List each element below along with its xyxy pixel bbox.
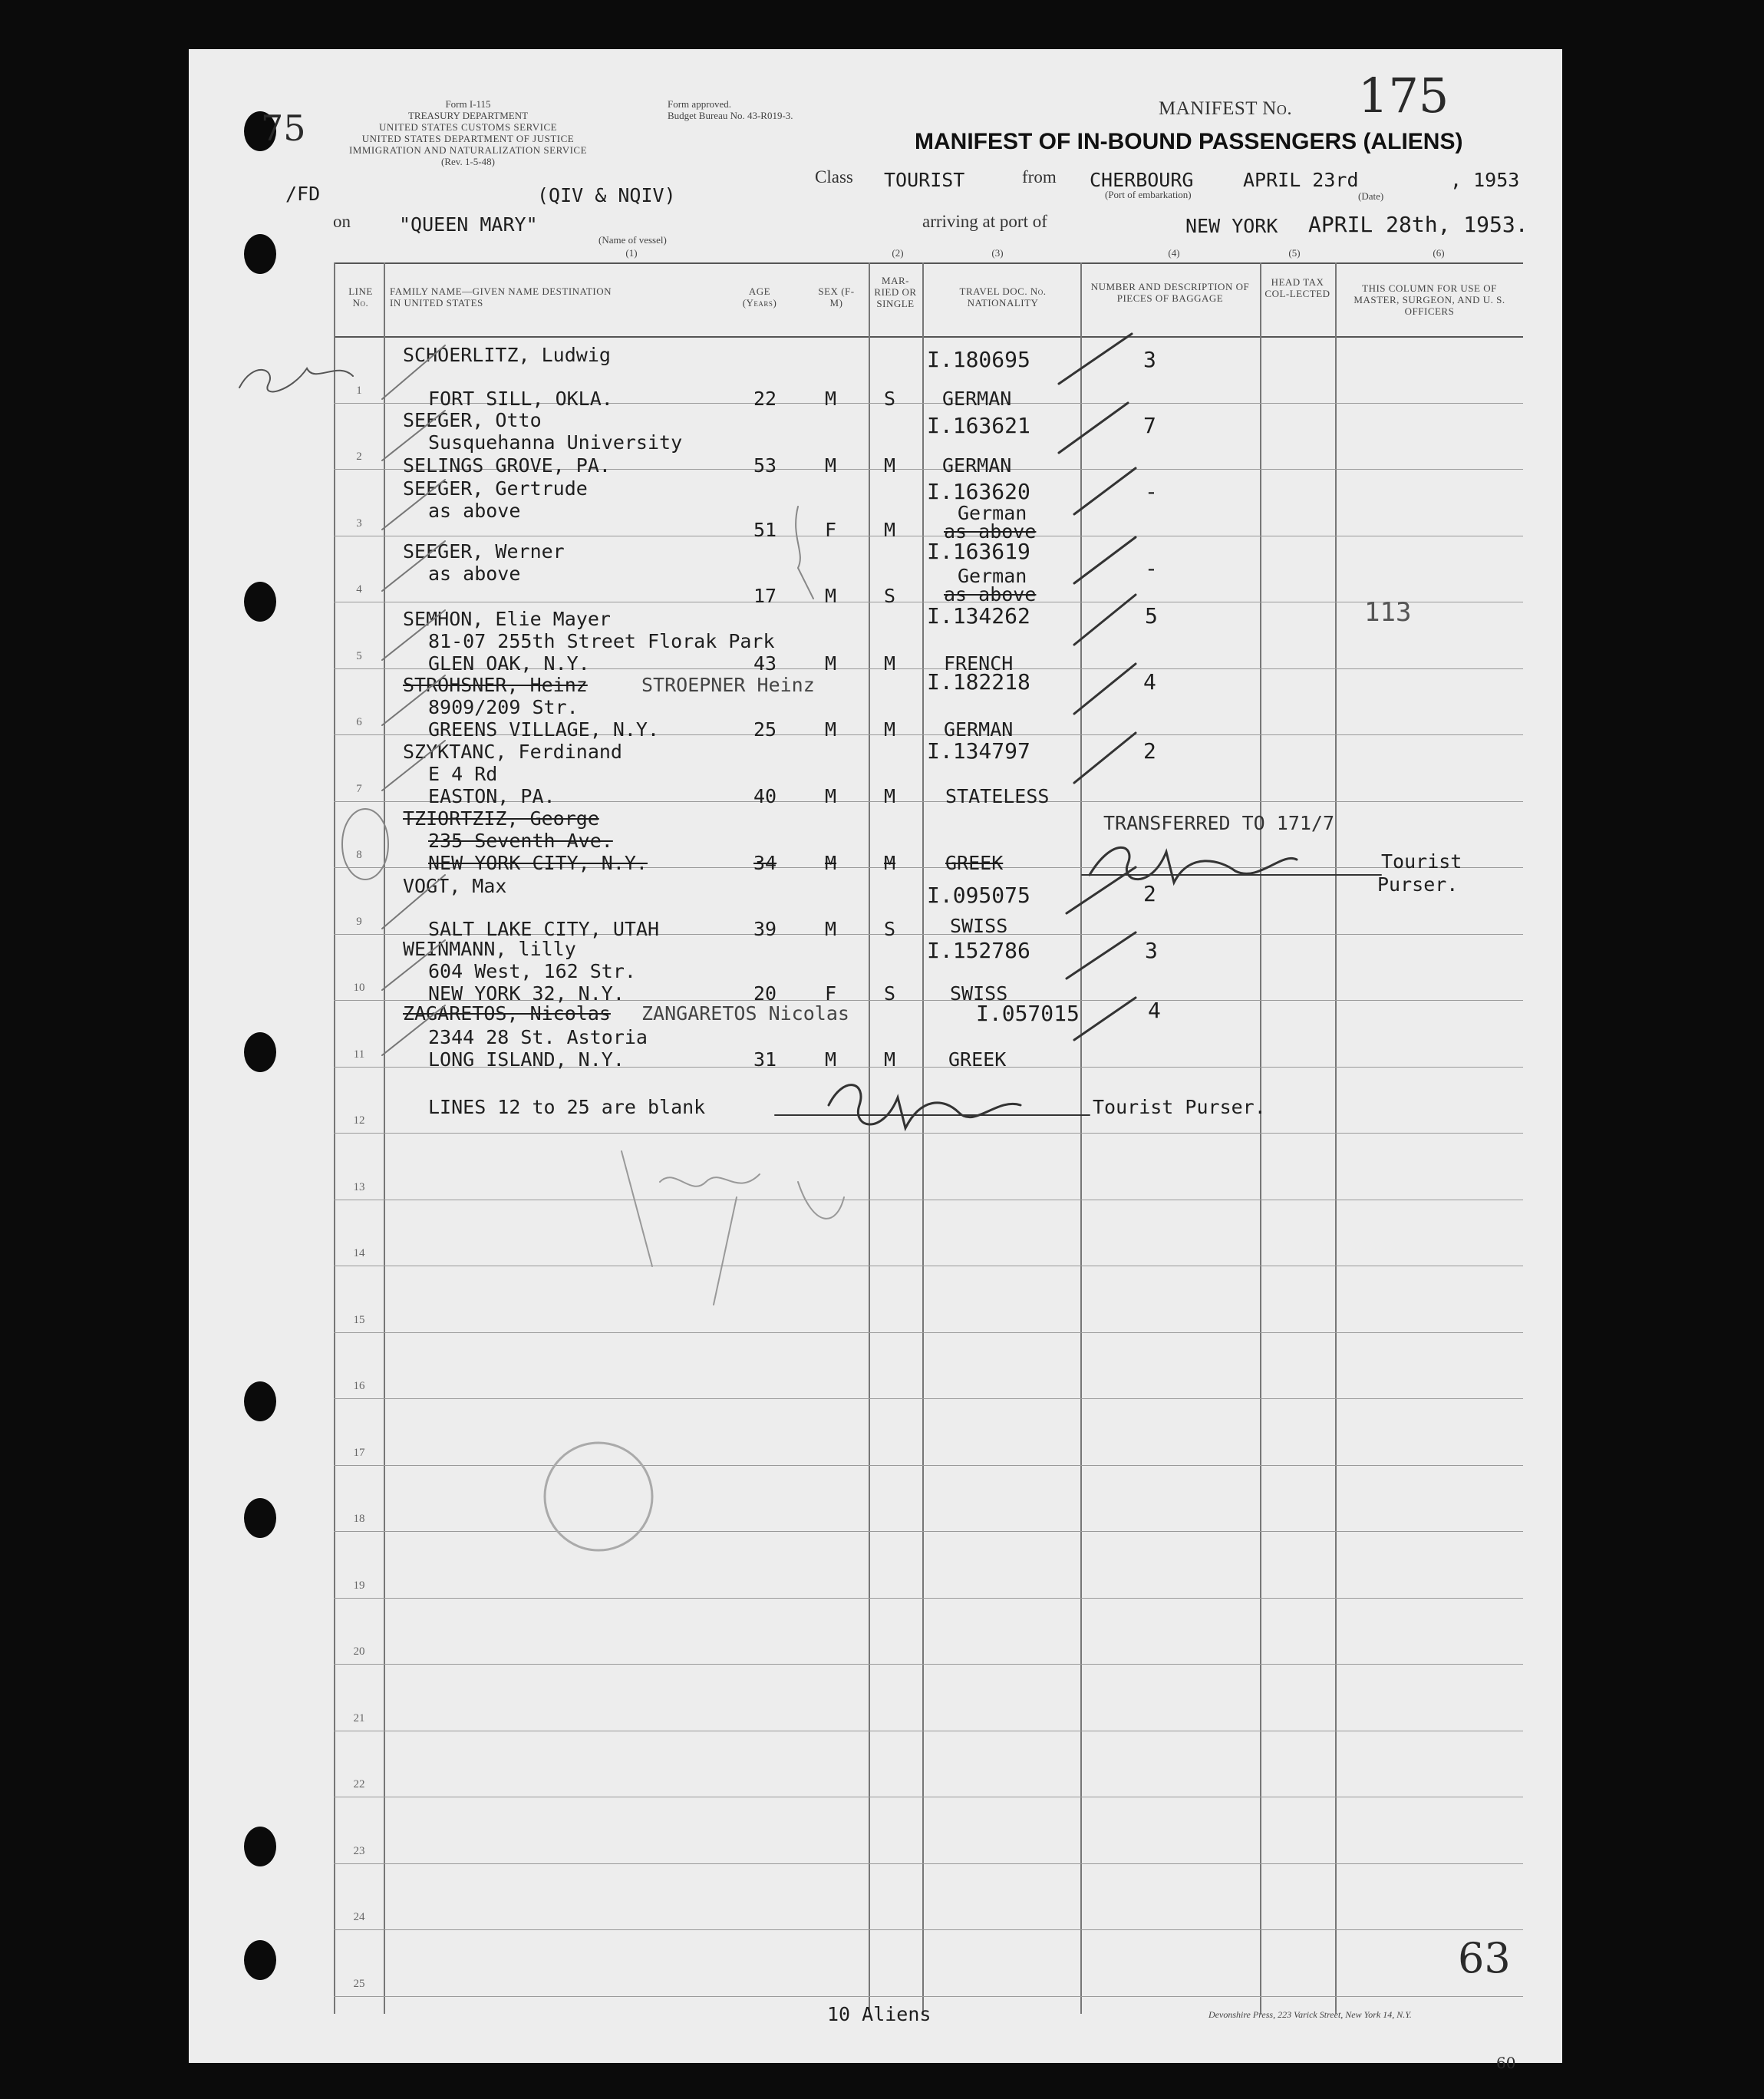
entry-destination-line: 81-07 255th Street Florak Park [428,630,775,652]
entry-marital: S [884,982,896,1005]
line-number: 1 [356,384,362,397]
col-header-officers: THIS COLUMN FOR USE OF MASTER, SURGEON, AND U. S. OFFICERS [1353,282,1505,317]
ins-service: IMMIGRATION AND NATURALIZATION SERVICE [348,144,588,156]
arriving-label: arriving at port of [922,212,1047,231]
entry-baggage: 3 [1143,347,1156,372]
entry-nationality: SWISS [950,982,1008,1005]
arrival-date: APRIL 28th, 1953. [1308,212,1528,237]
check-mark [1074,537,1136,583]
printer-imprint: Devonshire Press, 223 Varick Street, New York 14, N.Y. [1208,2009,1412,2020]
pencil-slash [382,345,445,399]
entry-nationality: GERMAN [942,454,1012,477]
entry-baggage: 5 [1145,603,1158,629]
entry-marital: S [884,585,896,607]
pencil-scribble [714,1182,844,1305]
entry-nationality: GERMAN [942,388,1012,410]
entry-travel-doc: I.095075 [927,883,1030,908]
line-number: 8 [356,849,362,861]
pencil-slash [382,741,445,790]
line-number: 18 [353,1513,365,1525]
pencil-circle [342,809,388,880]
manifest-title: MANIFEST OF IN-BOUND PASSENGERS (ALIENS) [915,129,1463,154]
entry-age: 25 [753,718,777,741]
line-number: 11 [353,1048,365,1061]
entry-sex: M [825,388,837,410]
line-number: 22 [353,1778,365,1790]
entry-nationality-struck: GREEK [945,852,1004,874]
line-number: 15 [353,1314,365,1326]
entry-travel-doc: I.182218 [927,669,1030,695]
entry-destination: EASTON, PA. [428,785,556,807]
entry-destination-line: as above [428,500,521,522]
entry-travel-doc: I.163621 [927,413,1030,438]
entry-nationality: STATELESS [945,785,1050,807]
col-header-head-tax: HEAD TAX COL-LECTED [1264,276,1330,299]
entry-destination-line: E 4 Rd [428,763,498,785]
entry-age-struck: 34 [753,852,777,874]
port-of-embarkation: CHERBOURG [1090,169,1194,191]
entry-destination-struck: NEW YORK CITY, N.Y. [428,852,648,874]
col-num: (3) [991,247,1004,259]
line-number: 25 [353,1978,365,1990]
entry-nationality-struck: as above [944,583,1037,606]
col-num: (1) [625,247,638,259]
entry-destination-line: 2344 28 St. Astoria [428,1026,648,1048]
entry-age: 40 [753,785,777,807]
line-number: 16 [353,1380,365,1392]
entry-destination: GREENS VILLAGE, N.Y. [428,718,660,741]
line-number: 14 [353,1247,365,1259]
arrival-port: NEW YORK [1185,215,1278,237]
form-approved: Form approved. [668,98,732,110]
entry-destination: SELINGS GROVE, PA. [403,454,611,477]
budget-bureau: Budget Bureau No. 43-R019-3. [668,110,793,121]
entry-marital: M [884,519,896,541]
purser-title: Tourist [1381,850,1462,873]
entry-sex: M [825,1048,837,1071]
on-label: on [333,212,351,231]
entry-baggage: - [1145,479,1158,504]
margin-scribble [239,368,353,391]
entry-baggage: 2 [1143,881,1156,906]
entry-travel-doc: I.180695 [927,347,1030,372]
entry-sex: M [825,652,837,675]
entry-baggage: 4 [1143,669,1156,695]
entry-marital: M [884,652,896,675]
vessel-name: "QUEEN MARY" [399,213,538,236]
pencil-slash [382,411,445,460]
date-caption: (Date) [1358,190,1384,202]
entry-destination: SALT LAKE CITY, UTAH [428,918,660,940]
line-number: 9 [356,916,362,928]
entry-nationality: GERMAN [944,718,1014,741]
entry-destination-line: 8909/209 Str. [428,696,579,718]
manifest-number: 175 [1358,68,1449,124]
customs-service: UNITED STATES CUSTOMS SERVICE [378,121,558,133]
pencil-slash [382,480,445,530]
entry-nationality: GREEK [948,1048,1007,1071]
entry-name: WEINMANN, lilly [403,938,576,960]
embarkation-date: APRIL 23rd [1243,169,1359,191]
check-mark [1074,733,1136,783]
entry-age: 31 [753,1048,777,1071]
col-num: (5) [1288,247,1301,259]
entry-travel-doc: I.152786 [927,938,1030,963]
entry-sex: F [825,982,837,1005]
from-label: from [1022,167,1057,186]
visa-class: (QIV & NQIV) [537,184,676,206]
col-header-name: FAMILY NAME—GIVEN NAME DESTINATION IN UNITED STATES [390,285,612,309]
entry-name: SZYKTANC, Ferdinand [403,741,622,763]
entry-age: 43 [753,652,777,675]
entry-marital: M [884,454,896,477]
pencil-slash [382,675,445,725]
manifest-no-label: MANIFEST No. [1159,98,1293,119]
entry-age: 39 [753,918,777,940]
fd-code: /FD [285,183,321,205]
line-number: 20 [353,1645,365,1658]
line-number: 13 [353,1181,365,1193]
entry-nationality: SWISS [950,915,1008,937]
entry-destination: FORT SILL, OKLA. [428,388,613,410]
entry-name: SEMHON, Elie Mayer [403,608,611,630]
treasury-dept: TREASURY DEPARTMENT [407,110,529,121]
col-num: (2) [892,247,904,259]
entry-age: 53 [753,454,777,477]
entry-travel-doc: I.057015 [976,1001,1080,1026]
line-number: 21 [353,1712,365,1724]
form-number: Form I-115 [445,98,491,110]
line-number: 19 [353,1579,365,1592]
entry-sex: M [825,585,837,607]
check-mark [1074,468,1136,514]
entry-nationality: German [958,502,1027,524]
entry-destination-struck: 235 Seventh Ave. [428,830,613,852]
entry-sex: M [825,454,837,477]
revision: (Rev. 1-5-48) [441,156,495,167]
col-header-travel-doc: TRAVEL DOC. No. NATIONALITY [959,285,1047,309]
entry-marital: S [884,918,896,940]
pencil-slash [382,541,445,591]
check-mark [1074,664,1136,714]
entry-sex-struck: M [825,852,837,874]
entry-nationality: German [958,565,1027,587]
line-number: 24 [353,1911,365,1923]
check-mark [1067,932,1136,979]
entry-nationality: FRENCH [944,652,1014,675]
line-number: 17 [353,1447,365,1459]
entry-name: SEEGER, Otto [403,409,542,431]
port-embarkation-caption: (Port of embarkation) [1105,189,1192,200]
entry-marital: S [884,388,896,410]
entry-marital: M [884,1048,896,1071]
entry-baggage: 2 [1143,738,1156,764]
purser-title: Purser. [1377,873,1459,896]
entry-travel-doc: I.163620 [927,479,1030,504]
pencil-slash [382,875,445,929]
col-num: (4) [1168,247,1180,259]
entry-baggage: 4 [1148,998,1161,1023]
transfer-note: TRANSFERRED TO 171/7 [1103,812,1335,834]
vessel-caption: (Name of vessel) [598,234,667,246]
blank-lines-note: LINES 12 to 25 are blank [428,1096,706,1118]
purser-title: Tourist Purser. [1093,1096,1266,1118]
entry-name-struck: TZIORTZIZ, George [403,807,599,830]
arrival-stamp [545,1443,652,1550]
check-mark [1074,998,1136,1040]
line-number: 7 [356,783,362,795]
check-mark [1059,334,1132,384]
entry-sex: M [825,718,837,741]
pencil-scribble [796,507,813,599]
entry-sex: F [825,519,837,541]
pencil-slash [382,940,445,990]
line-number: 23 [353,1845,365,1857]
entry-destination: LONG ISLAND, N.Y. [428,1048,625,1071]
line-number: 4 [356,583,362,596]
entry-name-correction: ZANGARETOS Nicolas [641,1002,849,1025]
entry-name: SCHOERLITZ, Ludwig [403,344,611,366]
entry-destination-line: as above [428,563,521,585]
page-number-alt: 60 [1496,2054,1516,2072]
entry-marital: M [884,785,896,807]
entry-baggage: - [1145,556,1158,581]
entry-nationality-struck: as above [944,520,1037,543]
entry-destination-line: Susquehanna University [428,431,683,454]
entry-travel-doc: I.163619 [927,539,1030,564]
handwritten-number-top-left: 75 [261,107,306,149]
entry-age: 22 [753,388,777,410]
entry-sex: M [825,918,837,940]
entry-name: SEEGER, Werner [403,540,565,563]
entry-age: 51 [753,519,777,541]
entry-name: SEEGER, Gertrude [403,477,588,500]
check-mark [1059,403,1128,453]
entry-name-struck: ZAGARETOS, Nicolas [403,1002,611,1025]
page-number: 63 [1458,1934,1511,1982]
purser-signature [829,1085,1020,1128]
entry-marital: M [884,718,896,741]
line-number: 12 [353,1114,365,1127]
class-value: TOURIST [884,169,965,191]
line-number: 5 [356,650,362,662]
alien-count: 10 Aliens [827,2003,931,2025]
entry-destination-line: 604 West, 162 Str. [428,960,636,982]
entry-marital-struck: M [884,852,896,874]
col-header-age: AGE (Years) [742,285,777,309]
embarkation-year: , 1953 [1450,169,1520,191]
line-number: 2 [356,450,362,463]
entry-travel-doc: I.134797 [927,738,1030,764]
entry-age: 17 [753,585,777,607]
pencil-slash [382,1005,445,1055]
entry-age: 20 [753,982,777,1005]
check-mark [1074,595,1136,645]
class-label: Class [815,167,853,186]
officer-annotation: 113 [1364,597,1412,628]
col-header-line-no: LINE No. [348,285,373,309]
pencil-slash [382,610,445,660]
line-number: 6 [356,716,362,728]
col-header-sex: SEX (F-M) [818,285,855,309]
col-num: (6) [1433,247,1445,259]
entry-name-struck: STROHSNER, Heinz [403,674,588,696]
entry-name-correction: STROEPNER Heinz [641,674,815,696]
entry-baggage: 3 [1145,938,1158,963]
entry-travel-doc: I.134262 [927,603,1030,629]
entry-sex: M [825,785,837,807]
entry-name: VOGT, Max [403,875,507,897]
pencil-scribble [622,1151,760,1266]
entry-destination: GLEN OAK, N.Y. [428,652,590,675]
entry-destination: NEW YORK 32, N.Y. [428,982,625,1005]
col-header-married: MAR-RIED OR SINGLE [874,275,917,309]
line-number: 3 [356,517,362,530]
justice-dept: UNITED STATES DEPARTMENT OF JUSTICE [361,133,575,144]
entry-baggage: 7 [1143,413,1156,438]
col-header-baggage: NUMBER AND DESCRIPTION OF PIECES OF BAGGAGE [1090,281,1250,304]
line-number: 10 [353,982,365,994]
